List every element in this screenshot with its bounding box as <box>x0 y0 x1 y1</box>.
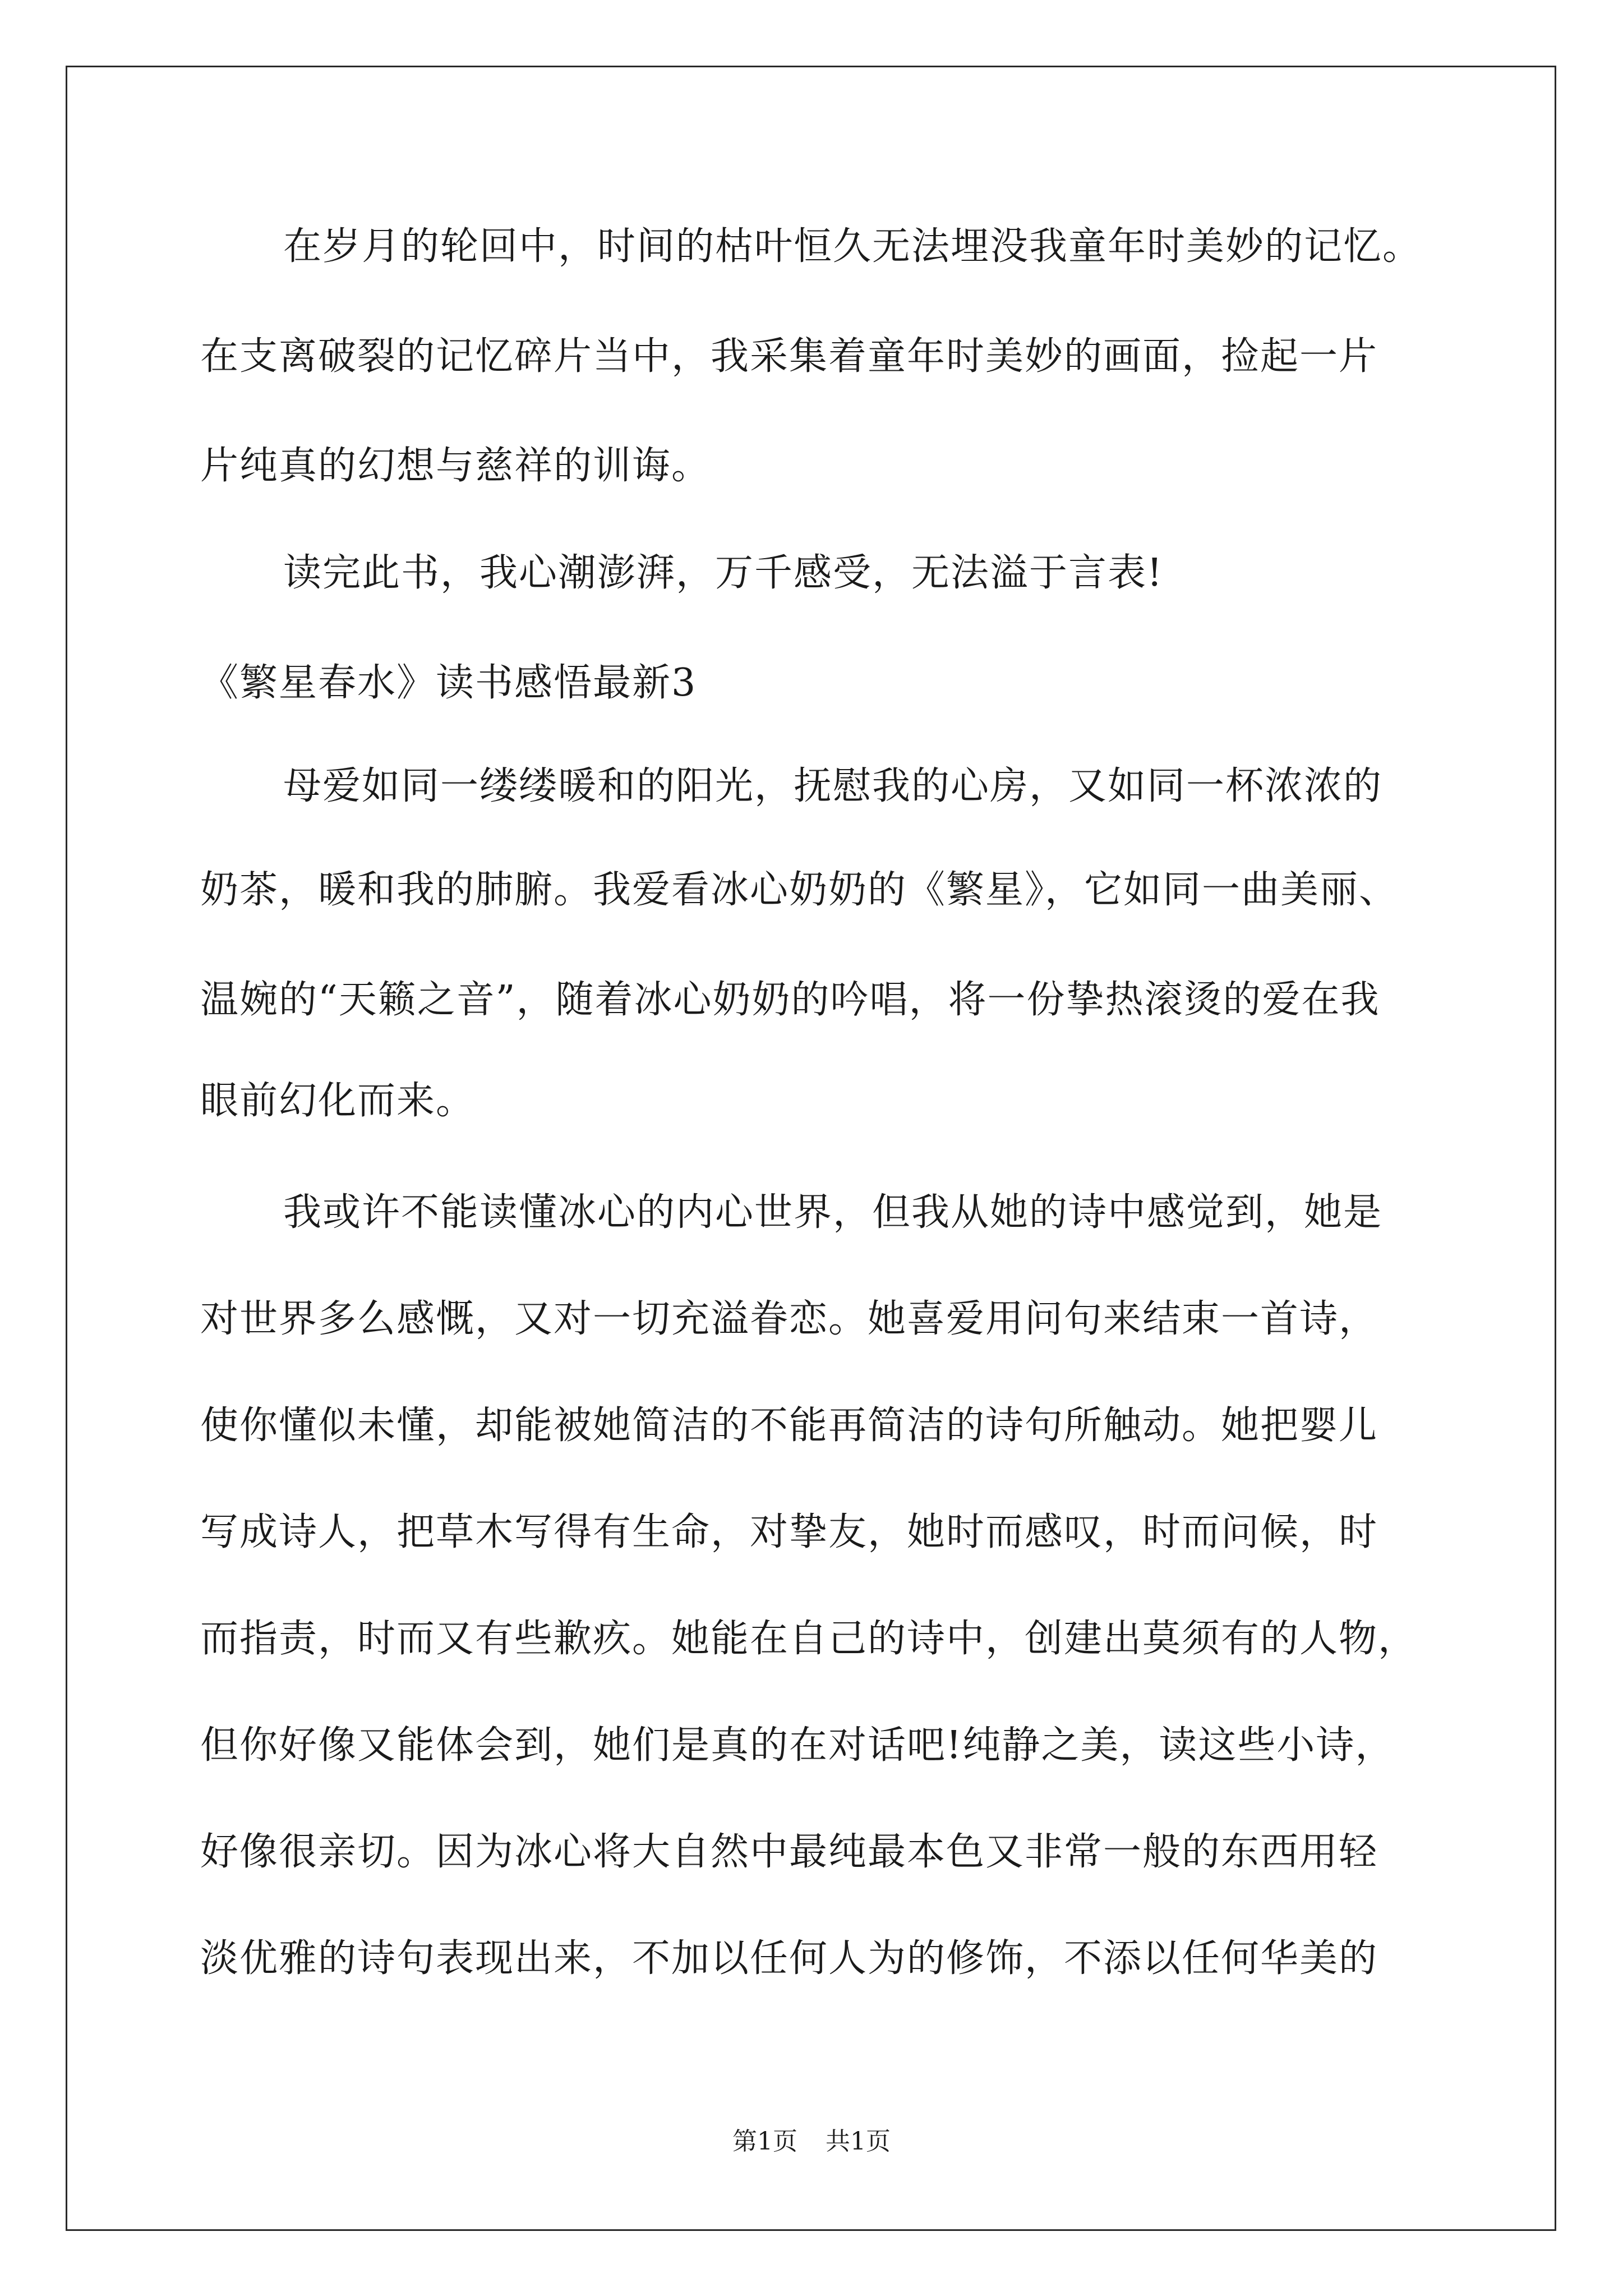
text-line: 对世界多么感慨，又对一切充溢眷恋。她喜爱用问句来结束一首诗， <box>200 1297 1378 1341</box>
text-line: 片纯真的幻想与慈祥的训诲。 <box>200 444 711 488</box>
text-line: 写成诗人，把草木写得有生命，对挚友，她时而感叹，时而问候，时 <box>200 1510 1378 1554</box>
text-line: 温婉的“天籁之音”，随着冰心奶奶的吟唱，将一份挚热滚烫的爱在我 <box>200 978 1380 1022</box>
page-total: 共1页 <box>826 2127 891 2156</box>
text-line: 在岁月的轮回中，时间的枯叶恒久无法埋没我童年时美妙的记忆。 <box>283 224 1422 269</box>
text-line: 读完此书，我心潮澎湃，万千感受，无法溢于言表! <box>283 551 1164 595</box>
text-line: 好像很亲切。因为冰心将大自然中最纯最本色又非常一般的东西用轻 <box>200 1830 1378 1874</box>
text-line: 奶茶，暖和我的肺腑。我爱看冰心奶奶的《繁星》，它如同一曲美丽、 <box>200 868 1399 912</box>
text-line: 使你懂似未懂，却能被她简洁的不能再简洁的诗句所触动。她把婴儿 <box>200 1404 1378 1448</box>
text-line: 我或许不能读懂冰心的内心世界，但我从她的诗中感觉到，她是 <box>283 1190 1383 1235</box>
text-line: 母爱如同一缕缕暖和的阳光，抚慰我的心房，又如同一杯浓浓的 <box>283 764 1383 808</box>
section-heading: 《繁星春水》读书感悟最新3 <box>200 661 697 705</box>
page-footer <box>0 2126 1623 2157</box>
text-line: 在支离破裂的记忆碎片当中，我采集着童年时美妙的画面，捡起一片 <box>200 334 1378 379</box>
page-number: 第1页 <box>732 2127 797 2156</box>
text-line: 淡优雅的诗句表现出来，不加以任何人为的修饰，不添以任何华美的 <box>200 1936 1378 1981</box>
text-line: 而指责，时而又有些歉疚。她能在自己的诗中，创建出莫须有的人物， <box>200 1617 1418 1661</box>
text-line: 眼前幻化而来。 <box>200 1079 476 1123</box>
page-border <box>66 66 1556 2231</box>
text-line: 但你好像又能体会到，她们是真的在对话吧!纯静之美，读这些小诗， <box>200 1723 1395 1768</box>
